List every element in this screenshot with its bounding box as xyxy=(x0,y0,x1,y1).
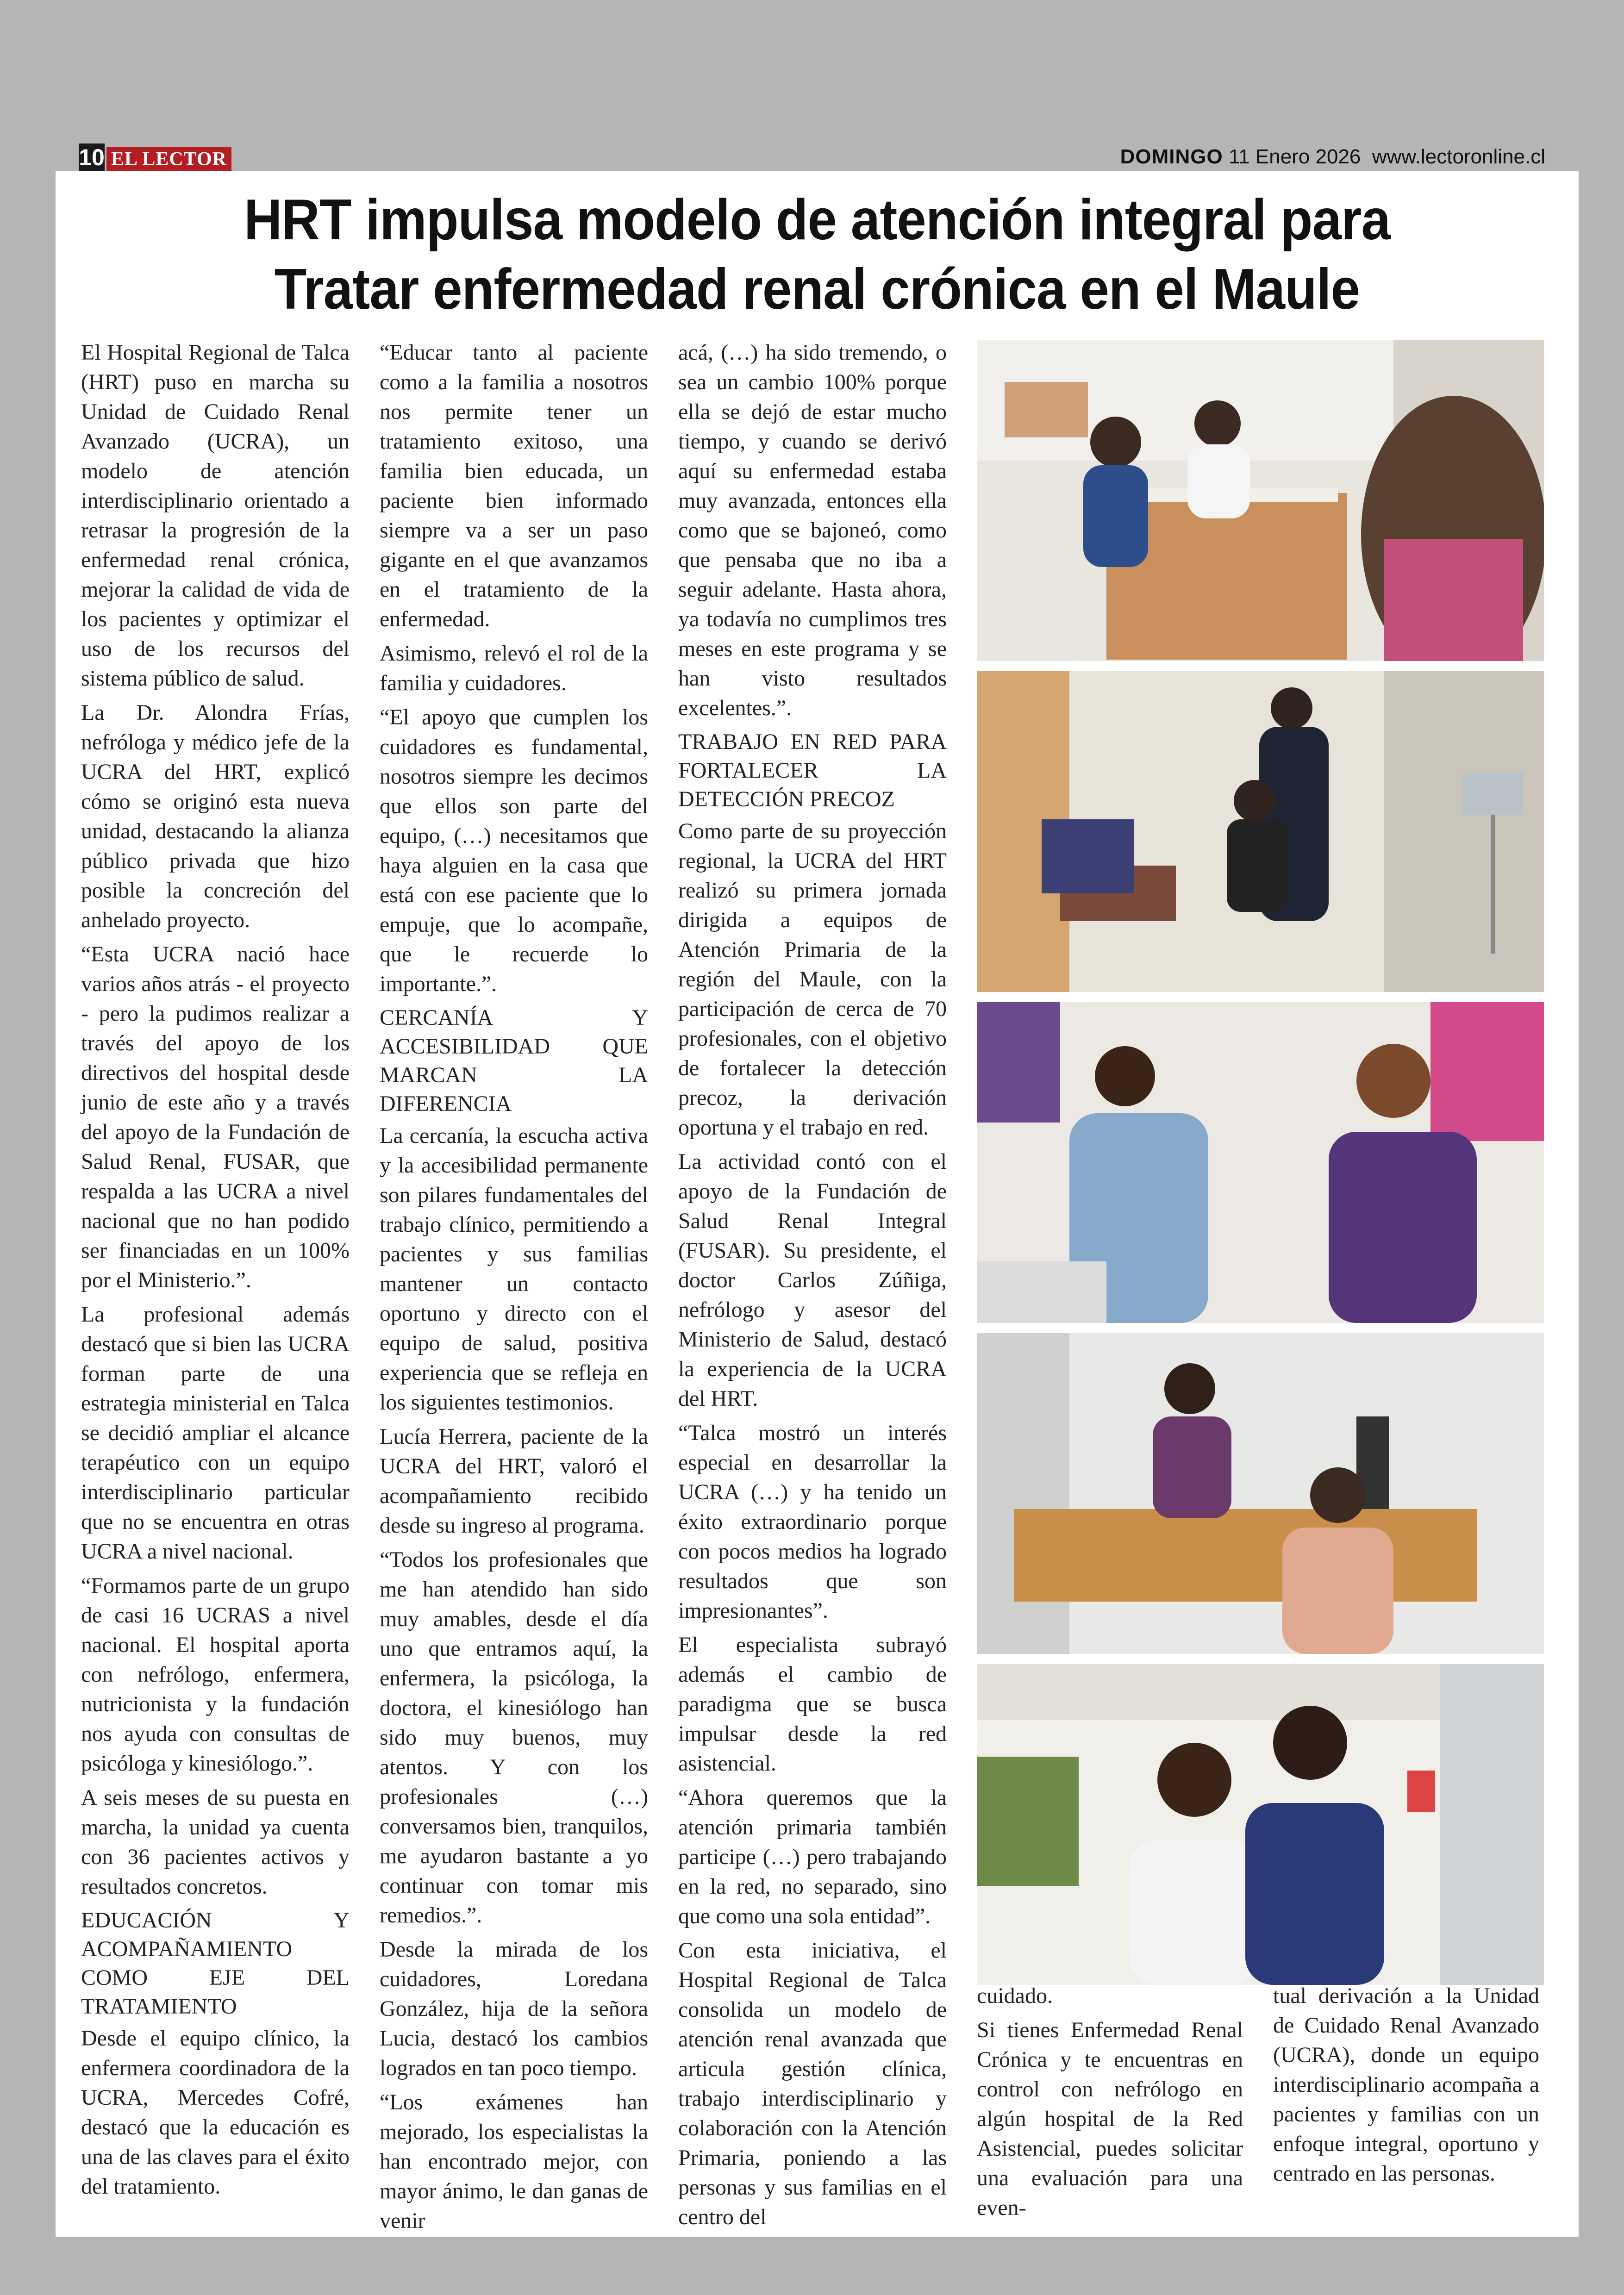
paragraph: Si tienes Enfermedad Renal Crónica y te encuentras en control con nefrólogo en algún hospital de la Red Asistencial, puedes solicitar una evaluación para una even- xyxy=(977,2018,1243,2220)
paragraph: El Hospital Regional de Talca (HRT) puso en marcha su Unidad de Cuidado Renal Avanzado (UCRA), un modelo de atención interdisciplinario orientado a retrasar la progresión de la enfermedad renal crónica, mejorar la calidad de vida de los pacientes y optimizar el uso de los recursos del sistema público de salud. xyxy=(81,340,350,691)
paragraph: Lucía Herrera, paciente de la UCRA del HRT, valoró el acompañamiento recibido desde su ingreso al programa. xyxy=(380,1424,648,1538)
column-5 xyxy=(1273,1981,1539,2193)
photo-nutrition xyxy=(977,1333,1544,1654)
dateline-date: 11 Enero 2026 xyxy=(1228,145,1361,168)
column-4 xyxy=(977,1981,1243,2227)
paragraph: acá, (…) ha sido tremendo, o sea un cambio 100% porque ella se dejó de estar mucho tiempo, y cuando se derivó aquí su enfermedad estaba muy avanzada, entonces ella como que se bajoneó, como que pensaba que no iba a seguir adelante. Hasta ahora, ya todavía no cumplimos tres meses en este programa y se han visto resultados excelentes.”. xyxy=(678,340,947,720)
headline-line-2: Tratar enfermedad renal crónica en el Maule xyxy=(274,257,1360,321)
column-2 xyxy=(380,338,648,2240)
subheading-network: TRABAJO EN RED PARA FORTALECER LA DETECCIÓN PRECOZ xyxy=(678,730,947,811)
paragraph: tual derivación a la Unidad de Cuidado Renal Avanzado (UCRA), donde un equipo interdisciplinario acompaña a pacientes y familias con un enfoque integral, oportuno y centrado en las personas. xyxy=(1273,1983,1539,2186)
dateline xyxy=(1120,145,1545,168)
page-header xyxy=(79,143,1545,171)
paragraph: La Dr. Alondra Frías, nefróloga y médico jefe de la UCRA del HRT, explicó cómo se originó esta nueva unidad, destacando la alianza público privada que hizo posible la concreción del anhelado proyecto. xyxy=(81,700,350,932)
paragraph: “Ahora queremos que la atención primaria también participe (…) pero trabajando en la red, no separado, sino que como una sola entidad”. xyxy=(678,1785,947,1928)
subheading-education: EDUCACIÓN Y ACOMPAÑAMIENTO COMO EJE DEL TRATAMIENTO xyxy=(81,1908,350,2019)
paragraph: A seis meses de su puesta en marcha, la unidad ya cuenta con 36 pacientes activos y resultados concretos. xyxy=(81,1785,350,1899)
paragraph: El especialista subrayó además el cambio de paradigma que se busca impulsar desde la red asistencial. xyxy=(678,1633,947,1776)
column-1 xyxy=(81,338,350,2206)
paragraph: Con esta iniciativa, el Hospital Regional de Talca consolida un modelo de atención renal avanzada que articula gestión clínica, trabajo interdisciplinario y colaboración con la Atención Primaria, poniendo a las personas y sus familias en el centro del xyxy=(678,1938,947,2229)
photo-kinesiology xyxy=(977,671,1544,992)
paragraph: La profesional además destacó que si bien las UCRA forman parte de una estrategia ministerial en Talca se decidió ampliar el alcance terapéutico con un equipo interdisciplinario particular que no se encuentra en otras UCRA a nivel nacional. xyxy=(81,1302,350,1564)
paragraph: Asimismo, relevó el rol de la familia y cuidadores. xyxy=(380,641,648,695)
paragraph: La cercanía, la escucha activa y la accesibilidad permanente son pilares fundamentales del trabajo clínico, permitiendo a pacientes y sus familias mantener un contacto oportuno y directo con el equipo de salud, positiva experiencia que se refleja en los siguientes testimonios. xyxy=(380,1123,648,1415)
photo-consultation xyxy=(977,340,1544,661)
photo-vaccination xyxy=(977,1002,1544,1323)
column-3 xyxy=(678,338,947,2237)
paragraph: “Todos los profesionales que me han atendido han sido muy amables, desde el día uno que entramos aquí, la enfermera, la psicóloga, la doctora, el kinesiólogo han sido muy buenos, muy atentos. Y con los profesionales (…) conversamos bien, tranquilos, me ayudaron bastante a yo continuar con tomar mis remedios.”. xyxy=(380,1547,648,1927)
dateline-day: DOMINGO xyxy=(1120,145,1223,168)
paragraph: La actividad contó con el apoyo de la Fundación de Salud Renal Integral (FUSAR). Su presidente, el doctor Carlos Zúñiga, nefrólogo y asesor del Ministerio de Salud, destacó la experiencia de la UCRA del HRT. xyxy=(678,1149,947,1411)
website-link[interactable]: www.lectoronline.cl xyxy=(1372,145,1545,168)
paragraph: “Educar tanto al paciente como a la familia a nosotros nos permite tener un tratamiento exitoso, una familia bien educada, un paciente bien informado siempre va a ser un paso gigante en el que avanzamos en el tratamiento de la enfermedad. xyxy=(380,340,648,631)
paragraph: Desde el equipo clínico, la enfermera coordinadora de la UCRA, Mercedes Cofré, destacó que la educación es una de las claves para el éxito del tratamiento. xyxy=(81,2026,350,2199)
paragraph: cuidado. xyxy=(977,1983,1053,2008)
paragraph: “Esta UCRA nació hace varios años atrás - el proyecto - pero la pudimos realizar a través del apoyo de los directivos del hospital desde junio de este año y a través del apoyo de la Fundación de Salud Renal, FUSAR, que respalda a las UCRA a nivel nacional que no han podido ser financiadas en un 100% por el Ministerio.”. xyxy=(81,942,350,1292)
paragraph: “El apoyo que cumplen los cuidadores es fundamental, nosotros siempre les decimos que ellos son parte del equipo, (…) necesitamos que haya alguien en la casa que está con ese paciente que lo empuje, que lo acompañe, que le recuerde lo importante.”. xyxy=(380,705,648,996)
headline-line-1: HRT impulsa modelo de atención integral para xyxy=(244,188,1391,252)
paragraph: “Talca mostró un interés especial en desarrollar la UCRA (…) y ha tenido un éxito extraordinario porque con pocos medios ha logrado resultados que son impresionantes”. xyxy=(678,1421,947,1623)
paragraph: “Los exámenes han mejorado, los especialistas la han encontrado mejor, con mayor ánimo, le dan ganas de venir xyxy=(380,2090,648,2233)
article-page xyxy=(56,171,1579,2237)
paragraph: “Formamos parte de un grupo de casi 16 UCRAS a nivel nacional. El hospital aporta con nefrólogo, enfermera, nutricionista y la fundación nos ayuda con consultas de psicóloga y kinesiólogo.”. xyxy=(81,1573,350,1776)
newspaper-logo: EL LECTOR xyxy=(106,147,231,171)
subheading-closeness: CERCANÍA Y ACCESIBILIDAD QUE MARCAN LA DIFERENCIA xyxy=(380,1005,648,1116)
photo-team xyxy=(977,1664,1544,1985)
paragraph: Desde la mirada de los cuidadores, Loredana González, hija de la señora Lucia, destacó los cambios logrados en tan poco tiempo. xyxy=(380,1937,648,2080)
page-number: 10 xyxy=(79,144,105,170)
headline xyxy=(117,185,1518,324)
paragraph: Como parte de su proyección regional, la UCRA del HRT realizó su primera jornada dirigida a equipos de Atención Primaria de la región del Maule, con la participación de cerca de 70 profesionales, con el objetivo de fortalecer la detección precoz, la derivación oportuna y el trabajo en red. xyxy=(678,819,947,1140)
